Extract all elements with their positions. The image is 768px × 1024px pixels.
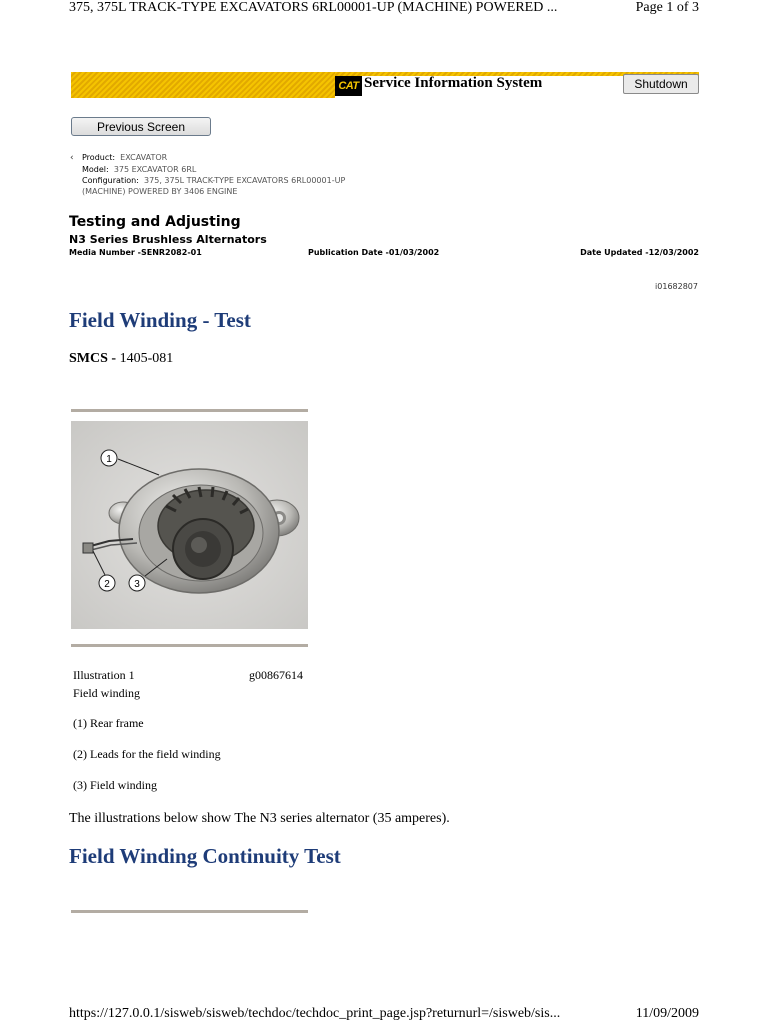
model-label: Model: bbox=[82, 165, 109, 174]
smcs-value: 1405-081 bbox=[119, 351, 174, 366]
divider bbox=[71, 910, 308, 913]
illustration-title: Field winding bbox=[73, 686, 141, 700]
config-value-line2: (MACHINE) POWERED BY 3406 ENGINE bbox=[82, 187, 238, 196]
media-number: Media Number -SENR2082-01 bbox=[69, 248, 202, 257]
config-row-2 bbox=[70, 186, 345, 197]
legend-item: (1) Rear frame bbox=[73, 716, 144, 730]
illustration-image bbox=[71, 421, 308, 629]
cat-logo: CAT bbox=[335, 76, 362, 96]
print-header-page: Page 1 of 3 bbox=[635, 0, 699, 15]
document-id: i01682807 bbox=[655, 282, 698, 291]
config-row bbox=[70, 175, 345, 186]
legend-item: (3) Field winding bbox=[73, 778, 157, 792]
sis-title: Service Information System bbox=[364, 75, 543, 91]
config-value-line1: 375, 375L TRACK-TYPE EXCAVATORS 6RL00001-UP bbox=[144, 176, 346, 185]
collapse-chevron-icon[interactable]: ‹ bbox=[70, 153, 74, 163]
print-header-title: 375, 375L TRACK-TYPE EXCAVATORS 6RL00001-UP (MACHINE) POWERED ... bbox=[69, 0, 558, 15]
product-row bbox=[70, 152, 345, 164]
smcs-line bbox=[69, 351, 173, 367]
model-value: 375 EXCAVATOR 6RL bbox=[113, 165, 197, 174]
publication-date: Publication Date -01/03/2002 bbox=[308, 248, 440, 257]
footer-url: https://127.0.0.1/sisweb/sisweb/techdoc/techdoc_print_page.jsp?returnurl=/sisweb/sis... bbox=[69, 1006, 561, 1021]
heading-field-winding-test: Field Winding - Test bbox=[69, 308, 251, 332]
date-updated: Date Updated -12/03/2002 bbox=[580, 248, 699, 257]
divider bbox=[71, 409, 308, 412]
footer-date: 11/09/2009 bbox=[635, 1006, 699, 1021]
shutdown-button[interactable]: Shutdown bbox=[623, 74, 699, 94]
smcs-label: SMCS - bbox=[69, 351, 117, 366]
callout-2-label: 2 bbox=[104, 579, 110, 590]
sis-banner bbox=[71, 72, 699, 98]
legend-item: (2) Leads for the field winding bbox=[73, 747, 221, 761]
banner-stripe bbox=[71, 72, 335, 98]
alternator-photo bbox=[71, 421, 308, 629]
section-title: Testing and Adjusting bbox=[69, 214, 241, 230]
previous-screen-button[interactable]: Previous Screen bbox=[71, 117, 211, 136]
product-value: EXCAVATOR bbox=[120, 153, 168, 162]
config-label: Configuration: bbox=[82, 176, 139, 185]
product-label: Product: bbox=[82, 153, 116, 162]
print-header bbox=[69, 0, 699, 16]
divider bbox=[71, 644, 308, 647]
illustration-label: Illustration 1 bbox=[73, 668, 135, 682]
heading-field-winding-continuity-test: Field Winding Continuity Test bbox=[69, 844, 341, 868]
illustration-graphic-id: g00867614 bbox=[249, 668, 303, 682]
callout-3-label: 3 bbox=[134, 579, 140, 590]
model-row bbox=[70, 164, 345, 175]
product-meta bbox=[70, 152, 345, 197]
section-subtitle: N3 Series Brushless Alternators bbox=[69, 233, 267, 246]
body-paragraph: The illustrations below show The N3 series alternator (35 amperes). bbox=[69, 811, 450, 826]
callout-1-label: 1 bbox=[106, 454, 112, 465]
